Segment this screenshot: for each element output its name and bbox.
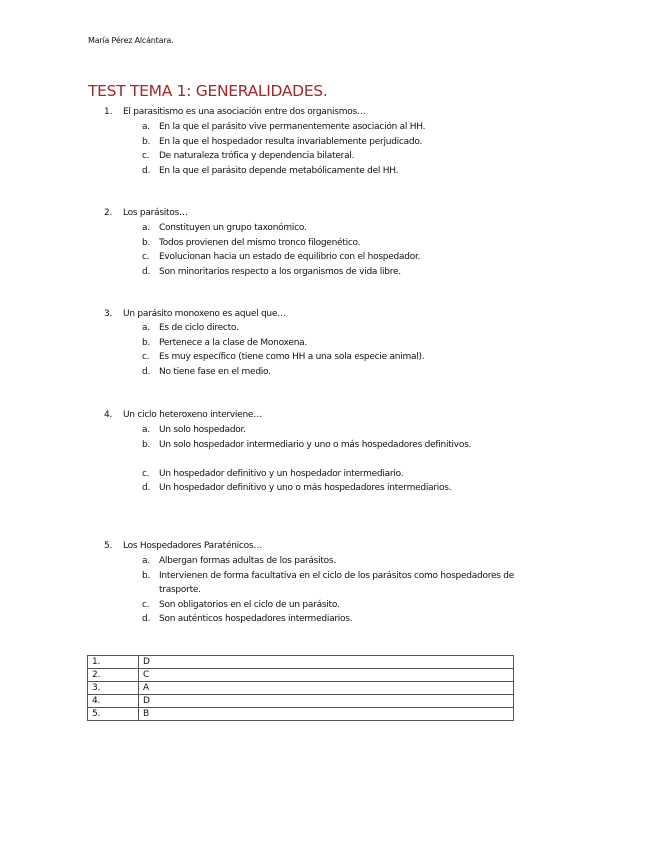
- option-c: [0, 350, 655, 365]
- option-a: [0, 321, 655, 336]
- option-text: Constituyen un grupo taxonómico.: [159, 223, 307, 233]
- option-text: Un hospedador definitivo y un hospedador intermediario.: [159, 468, 404, 479]
- option-letter: a.: [142, 556, 150, 566]
- option-text: En la que el parásito vive permanentemente asociación al HH.: [159, 122, 426, 132]
- question-number: 5.: [104, 541, 113, 551]
- answer-number: 3.: [88, 682, 139, 695]
- question-text: Un ciclo heteroxeno interviene…: [123, 410, 262, 420]
- option-a: [0, 221, 655, 236]
- option-d: [0, 164, 655, 179]
- option-text: Todos provienen del mismo tronco filogenético.: [159, 237, 361, 248]
- option-c: [0, 149, 655, 164]
- question-2-options: [0, 221, 655, 279]
- option-b: [0, 135, 655, 150]
- question-4-options: [0, 423, 655, 511]
- option-text: Un solo hospedador.: [159, 425, 246, 435]
- answer-letter: D: [139, 695, 514, 708]
- option-text: En la que el parásito depende metabólicamente del HH.: [159, 165, 399, 176]
- option-letter: b.: [142, 136, 151, 147]
- option-text: Un hospedador definitivo y uno o más hospedadores intermediarios.: [159, 483, 452, 494]
- option-letter: b.: [142, 439, 151, 450]
- option-letter: b.: [142, 337, 151, 348]
- option-d: [0, 365, 655, 380]
- question-number: 2.: [104, 208, 113, 218]
- option-text: Albergan formas adultas de los parásitos.: [159, 556, 336, 566]
- option-text: Es muy específico (tiene como HH a una sola especie animal).: [159, 352, 425, 363]
- option-letter: a.: [142, 323, 150, 333]
- option-d: [0, 265, 655, 280]
- option-a: [0, 423, 655, 438]
- option-d: [0, 481, 655, 510]
- answer-number: 2.: [88, 669, 139, 682]
- option-text: Pertenece a la clase de Monoxena.: [159, 337, 308, 348]
- answer-key-table: [87, 655, 514, 721]
- option-text: Es de ciclo directo.: [159, 323, 239, 333]
- option-letter: c.: [142, 151, 150, 162]
- option-c: [0, 598, 655, 613]
- question-text: Los Hospedadores Paraténicos…: [123, 541, 263, 551]
- answer-number: 5.: [88, 708, 139, 721]
- option-text: Un solo hospedador intermediario y uno o más hospedadores definitivos.: [159, 439, 472, 450]
- answer-number: 4.: [88, 695, 139, 708]
- option-a: [0, 120, 655, 135]
- option-letter: c.: [142, 468, 150, 479]
- option-letter: a.: [142, 122, 150, 132]
- option-b: [0, 438, 655, 467]
- answer-number: 1.: [88, 656, 139, 669]
- answer-letter: B: [139, 708, 514, 721]
- answer-letter: A: [139, 682, 514, 695]
- option-letter: c.: [142, 352, 150, 363]
- option-text: Son obligatorios en el ciclo de un parásito.: [159, 599, 340, 610]
- option-text: Son auténticos hospedadores intermediarios.: [159, 614, 353, 625]
- option-c: [0, 467, 655, 482]
- table-row: [88, 708, 514, 721]
- option-b: [0, 336, 655, 351]
- option-text: En la que el hospedador resulta invariablemente perjudicado.: [159, 136, 423, 147]
- answer-letter: D: [139, 656, 514, 669]
- question-number: 3.: [104, 309, 113, 319]
- question-text: El parasitismo es una asociación entre dos organismos…: [123, 107, 366, 117]
- table-row: [88, 682, 514, 695]
- question-text: Los parásitos…: [123, 208, 188, 218]
- option-c: [0, 250, 655, 265]
- option-letter: b.: [142, 570, 151, 581]
- option-d: [0, 612, 655, 627]
- option-b: [0, 569, 655, 598]
- option-letter: b.: [142, 237, 151, 248]
- option-letter: d.: [142, 165, 151, 176]
- option-letter: d.: [142, 483, 151, 494]
- option-letter: c.: [142, 252, 150, 263]
- option-text: Evolucionan hacia un estado de equilibrio con el hospedador.: [159, 252, 421, 263]
- table-row: [88, 669, 514, 682]
- question-number: 4.: [104, 410, 113, 420]
- question-5-options: [0, 554, 655, 627]
- option-letter: d.: [142, 266, 151, 277]
- option-a: [0, 554, 655, 569]
- option-text: Intervienen de forma facultativa en el ciclo de los parásitos como hospedadores de trasporte.: [159, 570, 515, 596]
- question-number: 1.: [104, 107, 113, 117]
- page-title: TEST TEMA 1: GENERALIDADES.: [88, 82, 328, 100]
- option-letter: d.: [142, 366, 151, 377]
- option-text: De naturaleza trófica y dependencia bilateral.: [159, 151, 355, 162]
- option-text: Son minoritarios respecto a los organismos de vida libre.: [159, 266, 401, 277]
- table-row: [88, 695, 514, 708]
- question-text: Un parásito monoxeno es aquel que…: [123, 309, 286, 319]
- table-row: [88, 656, 514, 669]
- option-letter: d.: [142, 614, 151, 625]
- option-letter: c.: [142, 599, 150, 610]
- option-b: [0, 236, 655, 251]
- option-letter: a.: [142, 425, 150, 435]
- option-text: No tiene fase en el medio.: [159, 366, 271, 377]
- question-1-options: [0, 120, 655, 178]
- author-name: María Pérez Alcántara.: [88, 36, 174, 45]
- question-3-options: [0, 321, 655, 379]
- option-letter: a.: [142, 223, 150, 233]
- answer-letter: C: [139, 669, 514, 682]
